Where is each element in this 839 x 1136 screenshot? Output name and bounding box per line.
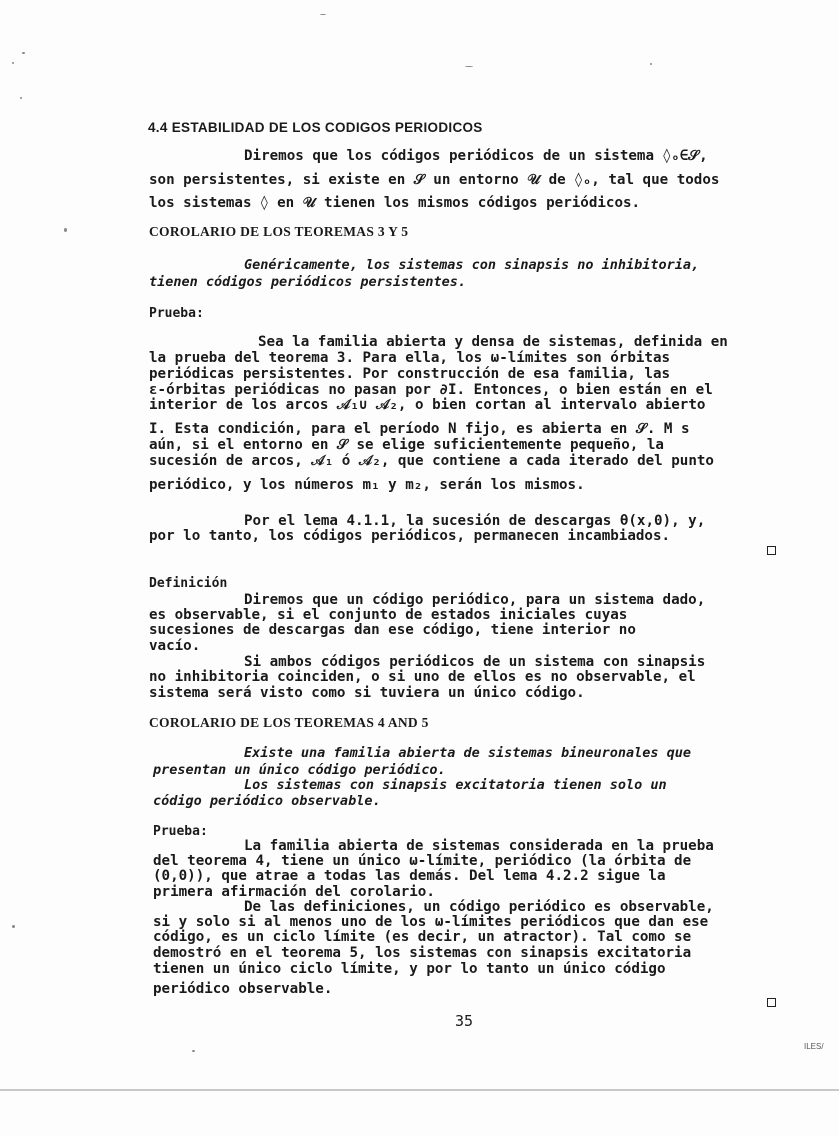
prueba1-lines-line: ε-órbitas periódicas no pasan por ∂I. Entonces, o bien están en el	[149, 382, 713, 398]
prueba1-lines-line: sucesión de arcos, 𝒜₁ ó 𝒜₂, que contiene a cada iterado del punto	[149, 453, 714, 469]
prueba2-lines-line: periódico observable.	[153, 981, 333, 997]
scan-speck	[650, 63, 652, 65]
prueba2-lines-line: código, es un ciclo límite (es decir, un atractor). Tal como se	[153, 929, 692, 945]
proof-1-para2-line-2: por lo tanto, los códigos periódicos, permanecen incambiados.	[149, 528, 671, 544]
prueba2-lines-line: demostró en el teorema 5, los sistemas con sinapsis excitatoria	[153, 945, 692, 961]
prueba2-lines-line: De las definiciones, un código periódico es observable,	[244, 899, 714, 915]
def-lines-2-line: Si ambos códigos periódicos de un sistema con sinapsis	[244, 654, 706, 670]
prueba1-lines-line: la prueba del teorema 3. Para ella, los ω-límites son órbitas	[149, 350, 671, 366]
prueba2-lines-line: si y solo si al menos uno de los ω-límites periódicos que dan ese	[153, 914, 709, 930]
corollary-1-line-2: tienen códigos periódicos persistentes.	[149, 274, 466, 290]
def-lines-2-line: sistema será visto como si tuviera un único código.	[149, 685, 585, 701]
prueba2-lines-line: primera afirmación del corolario.	[153, 884, 435, 900]
scan-speck	[12, 62, 14, 64]
def-lines-line: es observable, si el conjunto de estados iniciales cuyas	[149, 607, 628, 623]
prueba1-lines-line: I. Esta condición, para el período N fijo, es abierta en 𝒮. M s	[149, 421, 690, 437]
cor2-lines-line: Existe una familia abierta de sistemas bineuronales que	[244, 745, 692, 761]
prueba2-lines-line: del teorema 4, tiene un único ω-límite, periódico (la órbita de	[153, 853, 692, 869]
prueba2-lines-line: La familia abierta de sistemas considerada en la prueba	[244, 838, 714, 854]
section-title: 4.4 ESTABILIDAD DE LOS CODIGOS PERIODICOS	[148, 120, 483, 135]
scan-speck	[20, 97, 22, 99]
cor2-lines-line: presentan un único código periódico.	[153, 762, 446, 778]
prueba1-lines-line: Sea la familia abierta y densa de sistemas, definida en	[258, 334, 728, 350]
definition-label: Definición	[149, 576, 228, 591]
prueba1-lines-line: aún, si el entorno en 𝒮 se elige suficientemente pequeño, la	[149, 437, 664, 453]
qed-square-icon	[767, 998, 776, 1007]
scan-speck	[320, 14, 326, 15]
prueba1-lines-line: periódico, y los números m₁ y m₂, serán los mismos.	[149, 477, 585, 493]
scan-speck	[64, 228, 67, 232]
corner-mark: ILES/	[804, 1042, 824, 1051]
def-lines-line: sucesiones de descargas dan ese código, tiene interior no	[149, 622, 636, 638]
prueba1-lines-line: interior de los arcos 𝒜₁∪ 𝒜₂, o bien cortan al intervalo abierto	[149, 397, 706, 413]
proof-1-label: Prueba:	[149, 306, 204, 321]
corollary-1-title: COROLARIO DE LOS TEOREMAS 3 Y 5	[149, 224, 409, 239]
corollary-2-title: COROLARIO DE LOS TEOREMAS 4 AND 5	[149, 715, 429, 730]
scan-speck	[12, 925, 15, 928]
intro-line-3: los sistemas ◊ en 𝒰 tienen los mismos códigos periódicos.	[149, 195, 641, 211]
scan-speck	[22, 52, 25, 54]
def-lines-2-line: no inhibitoria coinciden, o si uno de ellos es no observable, el	[149, 669, 696, 685]
prueba2-lines-line: (0,0)), que atrae a todas las demás. Del lema 4.2.2 sigue la	[153, 868, 666, 884]
scan-speck	[465, 66, 473, 67]
intro-line-1: Diremos que los códigos periódicos de un sistema ◊ₒ∈𝒮,	[244, 148, 708, 164]
def-lines-line: Diremos que un código periódico, para un sistema dado,	[244, 592, 706, 608]
cor2-lines-line: Los sistemas con sinapsis excitatoria tienen solo un	[244, 777, 667, 793]
proof-2-label: Prueba:	[153, 824, 208, 839]
scan-edge-line	[0, 1089, 839, 1091]
prueba2-lines-line: tienen un único ciclo límite, y por lo tanto un único código	[153, 961, 666, 977]
cor2-lines-line: código periódico observable.	[153, 793, 381, 809]
def-lines-line: vacío.	[149, 638, 201, 654]
proof-1-para2-line-1: Por el lema 4.1.1, la sucesión de descargas θ(x,0), y,	[244, 513, 706, 529]
prueba1-lines-line: periódicas persistentes. Por construcción de esa familia, las	[149, 366, 671, 382]
page-number: 35	[455, 1012, 474, 1030]
corollary-1-line-1: Genéricamente, los sistemas con sinapsis no inhibitoria,	[244, 257, 700, 273]
qed-square-icon	[767, 546, 776, 555]
intro-line-2: son persistentes, si existe en 𝒮 un entorno 𝒰 de ◊ₒ, tal que todos	[149, 172, 720, 188]
scan-speck	[192, 1050, 195, 1052]
